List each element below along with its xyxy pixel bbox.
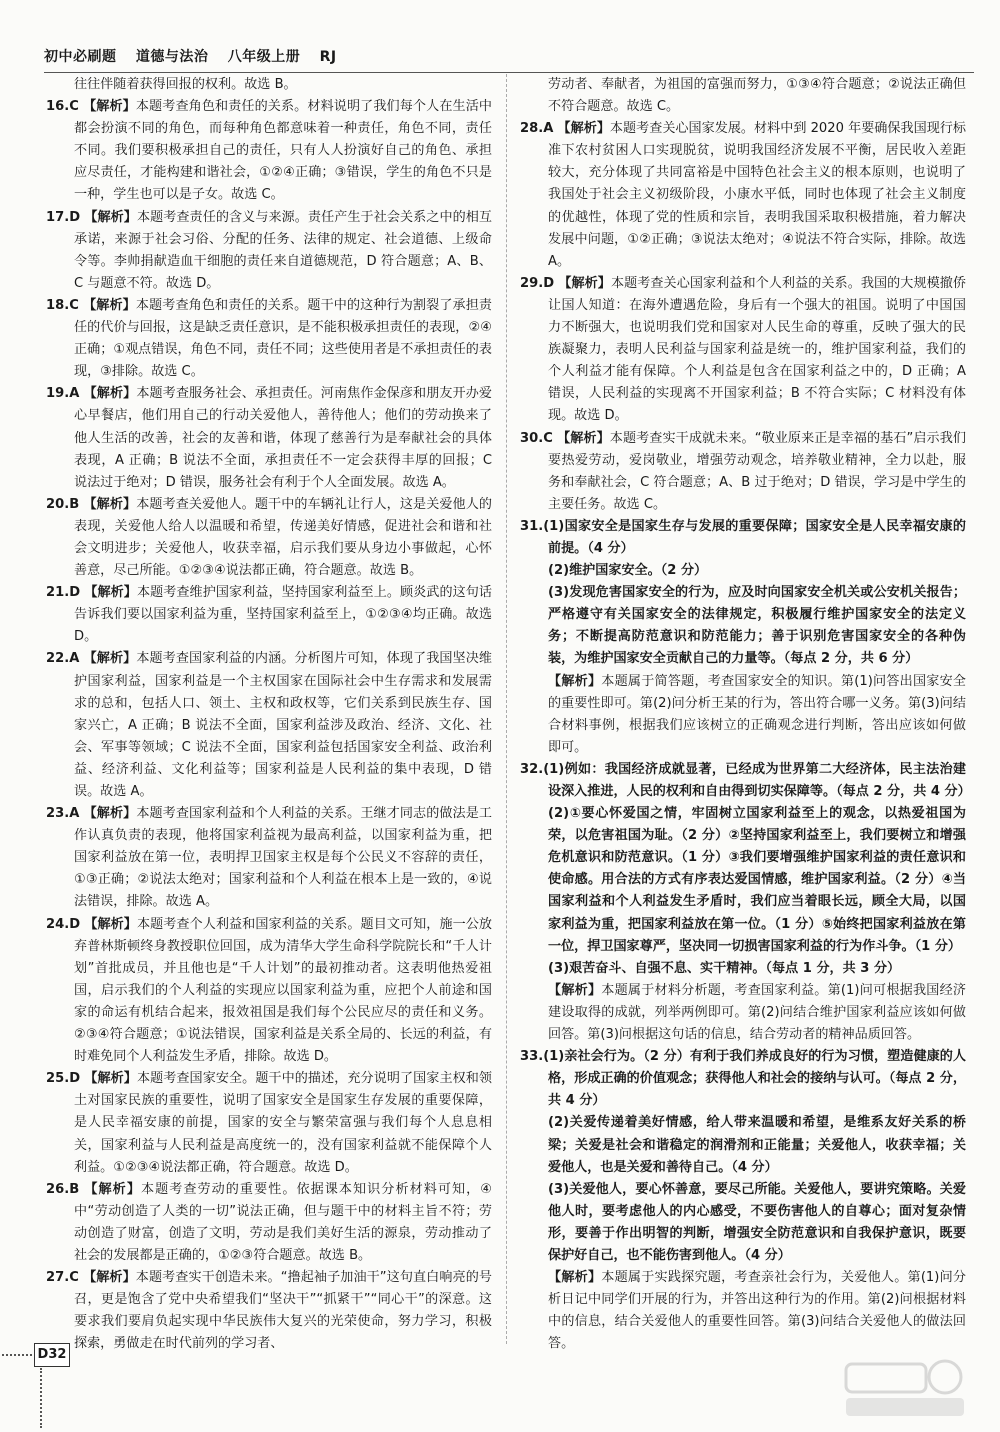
answer-item: 25.D 【解析】本题考查国家安全。题干中的描述，充分说明了国家主权和领土对国家民族的重要性，说明了国家安全是国家生存发展的重要保障，是人民幸福安康的前提，国家的安全与繁荣富强与我们每个人息息相关，国家利益与人民利益是高度统一的，没有国家利益就不能保障个人利益。①②③④说法都正确，符合题意。故选 D。 [46,1071,493,1175]
q33-part1: 33.(1)亲社会行为。（2 分）有利于我们养成良好的行为习惯，塑造健康的人格，形成正确的价值观念；获得他人和社会的接纳与认可。（每点 2 分，共 4 分） [520,1049,966,1109]
continuation-27: 劳动者、奉献者，为祖国的富强而努力，①③④符合题意；②说法正确但不符合题意。故选 C。 [548,77,966,115]
answer-item: 22.A 【解析】本题考查国家利益的内涵。分析图片可知，体现了我国坚决维护国家利益，国家利益是一个主权国家在国际社会中生存需求和发展需求的总和，包括人口、领土、主权和政权等，它们关系到民族生存、国家兴亡，A 正确；B 说法不全面，国家利益涉及政治、经济、文化、社会、军事等领域；C 说法不全面，国家利益包括国家安全利益、政治利益、经济利益、文化利益等；国家利益是人民利益的集中表现，D 错误。故选 A。 [46,651,493,799]
q33-part2: (2)关爱传递着美好情感，给人带来温暖和希望，是维系友好关系的桥梁；关爱是社会和谐稳定的润滑剂和正能量；关爱他人，收获幸福；关爱他人，也是关爱和善待自己。（4 分） [548,1115,966,1175]
q32-part1: 32.(1)例如：我国经济成就显著，已经成为世界第二大经济体，民主法治建设深入推进，人民的权利和自由得到切实保障等。（每点 2 分，共 4 分） [520,761,971,799]
edition-name: RJ [319,49,337,65]
answer-item: 18.C 【解析】本题考查角色和责任的关系。题干中的这种行为割裂了承担责任的代价与回报，这是缺乏责任意识，是不能积极承担责任的表现，②④正确；①观点错误，角色不同，责任不同；这些使用者是不承担责任的表现，③排除。故选 C。 [46,297,492,380]
answer-item: 26.B 【解析】本题考查劳动的重要性。依据课本知识分析材料可知，④中“劳动创造了人类的一切”说法正确，但与题干中的材料主旨不符；劳动创造了财富，创造了文明，劳动是我们美好生活的源泉，劳动推动了社会的发展都是正确的，①②③符合题意。故选 B。 [46,1181,493,1263]
right-column [520,74,971,1355]
question-33 [520,1046,966,1355]
q31-part3: (3)发现危害国家安全的行为，应及时向国家安全机关或公安机关报告；严格遵守有关国家安全的法律规定，积极履行维护国家安全的法定义务；不断提高防范意识和防范能力；善于识别危害国家安全的各种伪装，为维护国家安全贡献自己的力量等。（每点 2 分，共 6 分） [548,585,966,667]
q31-analysis: 【解析】本题属于简答题，考查国家安全的知识。第(1)问答出国家安全的重要性即可。第(2)问分析王某的行为，答出符合哪一义务。第(3)问结合材料事例，根据我们应该树立的正确观念进行判断，答出应该如何做即可。 [548,673,967,755]
subject-name: 道德与法治 [135,49,209,65]
q31-part2: (2)维护国家安全。（2 分） [548,563,708,579]
left-answer-list [46,96,492,1355]
corner-dotted-line [2,1354,32,1356]
q32-analysis: 【解析】本题属于材料分析题，考查国家利益。第(1)问可根据我国经济建设取得的成就，列举两例即可。第(2)问结合维护国家利益应该如何做回答。第(3)问根据这句话的信息，结合劳动者的精神品质回答。 [548,982,967,1043]
answer-item: 19.A 【解析】本题考查服务社会、承担责任。河南焦作金保彦和朋友开办爱心早餐店，他们用自己的行动关爱他人，善待他人；他们的劳动换来了他人生活的改善，社会的友善和谐，体现了慈善行为是奉献社会的具体表现，A 正确；B 说法不全面，承担责任不一定会获得丰厚的回报；C 说法过于绝对；D 错误，服务社会有利于个人全面发展。故选 A。 [46,386,493,490]
page-number: D32 [34,1343,70,1367]
answer-item: 30.C 【解析】本题考查实干成就未来。“敬业原来正是幸福的基石”启示我们要热爱劳动，爱岗敬业，增强劳动观念，培养敬业精神，全力以赴，服务和奉献社会，C 符合题意；A、B 过于绝对；D 错误，学习是中学生的主要任务。故选 C。 [520,430,966,512]
series-name: 初中必刷题 [44,49,117,65]
q31-part1: 31.(1)国家安全是国家生存与发展的重要保障；国家安全是人民幸福安康的前提。（4 分） [520,518,966,556]
corner-dotted-line-vertical [40,1368,42,1428]
grade-name: 八年级上册 [227,49,301,65]
answer-item: 16.C 【解析】本题考查角色和责任的关系。材料说明了我们每个人在生活中都会扮演不同的角色，而每种角色都意味着一种责任，角色不同，责任不同。我们要积极承担自己的责任，只有人人扮演好自己的角色、承担应尽责任，才能构建和谐社会，①②④正确；③错误，学生的角色不只是一种，学生也可以是子女。故选 C。 [46,99,492,203]
q32-part2: (2)①要心怀爱国之情，牢固树立国家利益至上的观念，以热爱祖国为荣，以危害祖国为耻。（2 分）②坚持国家利益至上，我们要树立和增强危机意识和防范意识。（1 分）③我们要增强维护国家利益的责任意识和使命感。用合法的方式有序表达爱国情感，维护国家利益。（2 分）④当国家利益和个人利益发生矛盾时，我们应当着眼长远，顾全大局，以国家利益为重，把国家利益放在第一位。（1 分）⑤始终把国家利益放在第一位，捍卫国家尊严，坚决同一切损害国家利益的行为作斗争。（1 分） [548,806,966,954]
answer-item: 21.D 【解析】本题考查维护国家利益，坚持国家利益至上。顾炎武的这句话告诉我们要以国家利益为重，坚持国家利益至上，①②③④均正确。故选 D。 [46,585,493,645]
left-column [46,74,492,1355]
page-header [44,46,974,73]
watermark-logo [840,1352,970,1422]
q32-part3: (3)艰苦奋斗、自强不息、实干精神。（每点 1 分，共 3 分） [548,960,901,976]
answer-item: 29.D 【解析】本题考查关心国家利益和个人利益的关系。我国的大规模撤侨让国人知道：在海外遭遇危险，身后有一个强大的祖国。说明了中国国力不断强大，也说明我们党和国家对人民生命的尊重，反映了强大的民族凝聚力，表明人民利益与国家利益是统一的，维护国家利益，我们的个人利益才能有保障。个人利益是包含在国家利益之中的，D 正确；A 错误，人民利益的实现离不开国家利益；B 不符合实际；C 材料没有体现。故选 D。 [520,275,967,424]
answer-item: 23.A 【解析】本题考查国家利益和个人利益的关系。王继才同志的做法是工作认真负责的表现，他将国家利益视为最高利益，以国家利益为重，把国家利益放在第一位，表明捍卫国家主权是每个公民义不容辞的责任，①③正确；②说法太绝对；国家利益和个人利益在根本上是一致的，④说法错误，排除。故选 A。 [46,806,493,910]
q33-analysis: 【解析】本题属于实践探究题，考查亲社会行为，关爱他人。第(1)问分析日记中同学们开展的行为，并答出这种行为的作用。第(2)问根据材料中的信息，结合关爱他人的重要性回答。第(3)问结合关爱他人的做法回答。 [548,1270,967,1352]
question-32 [520,759,971,1046]
question-31 [520,516,966,759]
answer-item: 17.D 【解析】本题考查责任的含义与来源。责任产生于社会关系之中的相互承诺，来源于社会习俗、分配的任务、法律的规定、社会道德、上级命令等。李帅捐献造血干细胞的责任来自道德规范，D 符合题意；A、B、C 与题意不符。故选 D。 [46,209,493,291]
column-divider [506,74,507,1344]
answer-item: 28.A 【解析】本题考查关心国家发展。材料中到 2020 年要确保我国现行标准下农村贫困人口实现脱贫，说明我国经济发展不平衡，居民收入差距较大，充分体现了共同富裕是中国特色社会主义的根本原则，也说明了我国处于社会主义初级阶段，小康水平低，同时也体现了社会主义制度的优越性，体现了党的性质和宗旨，表明我国采取积极措施，着力解决发展中问题，①②正确；③说法太绝对；④说法不符合实际，排除。故选 A。 [520,121,966,269]
q33-part3: (3)关爱他人，要心怀善意，要尽己所能。关爱他人，要讲究策略。关爱他人时，要考虑他人的内心感受，不要伤害他人的自尊心；面对复杂情形，要善于作出明智的判断，增强安全防范意识和自我保护意识，既要保护好自己，也不能伤害到他人。（4 分） [548,1181,966,1263]
answer-item: 27.C 【解析】本题考查实干创造未来。“撸起袖子加油干”这句直白响亮的号召，更是饱含了党中央希望我们“坚决干”“抓紧干”“同心干”的深意。这要求我们要肩负起实现中华民族伟大复兴的光荣使命，努力学习，积极探索，勇做走在时代前列的学习者、 [46,1270,492,1352]
answer-item: 20.B 【解析】本题考查关爱他人。题干中的车辆礼让行人，这是关爱他人的表现，关爱他人给人以温暖和希望，传递美好情感，促进社会和谐和社会文明进步；关爱他人，收获幸福，启示我们要从身边小事做起，心怀善意，尽己所能。①②③④说法都正确，符合题意。故选 B。 [46,496,493,579]
continuation-15: 往往伴随着获得回报的权利。故选 B。 [74,77,297,92]
answer-item: 24.D 【解析】本题考查个人利益和国家利益的关系。题目文可知，施一公放弃普林斯顿终身教授职位回国，成为清华大学生命科学院院长和“千人计划”首批成员，并且他也是“千人计划”的最初推动者。这表明他热爱祖国，启示我们的个人利益的实现应以国家利益为重，应把个人前途和国家的命运有机结合起来，报效祖国是我们每个公民应尽的责任和义务。②③④符合题意；①说法错误，国家利益是关系全局的、长远的利益，有时难免同个人利益发生矛盾，排除。故选 D。 [46,916,493,1065]
